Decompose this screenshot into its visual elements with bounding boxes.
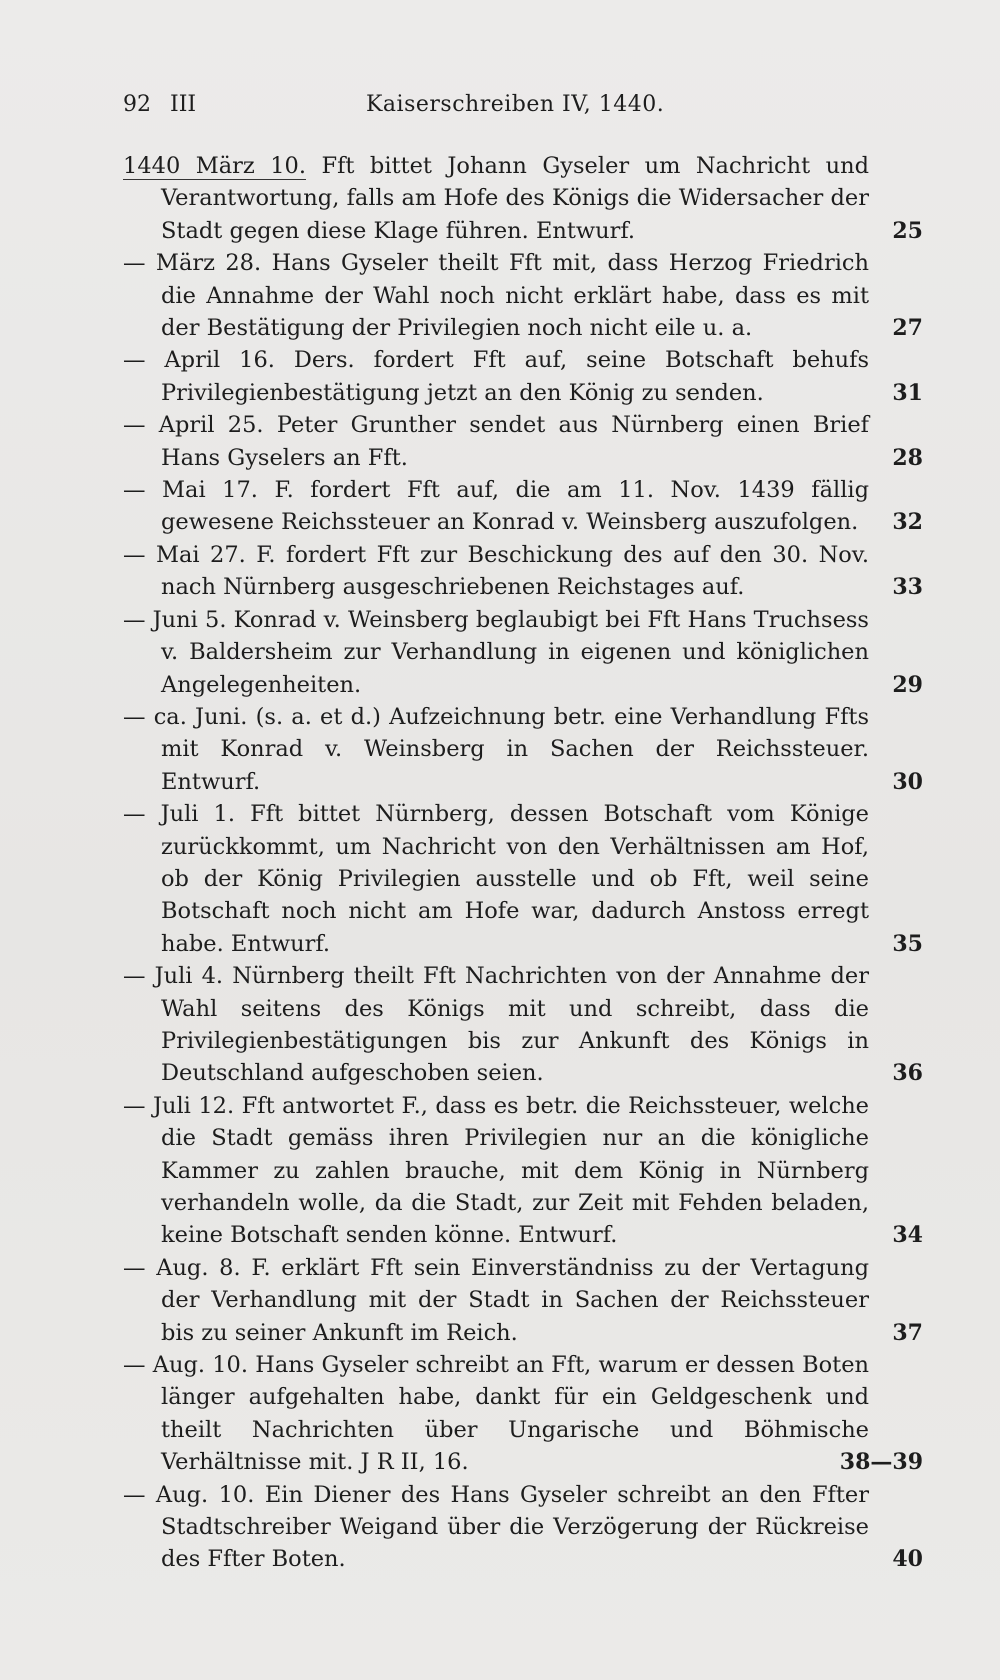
entry-date: 1440 März 10.: [123, 153, 307, 179]
page-number: 92: [123, 92, 151, 117]
entry-reference-number: 25: [892, 217, 923, 244]
entry-text: Fft antwortet F., dass es betr. die Reichssteuer, welche die Stadt gemäss ihren Privilegien nur an die königliche Kammer zu zahlen brauche, mit dem König in Nürnberg verhandeln wolle, da die Stadt, zur Zeit mit Fehden beladen, keine Botschaft senden könne. Entwurf.: [161, 1092, 869, 1249]
entry-text: Konrad v. Weinsberg beglaubigt bei Fft Hans Truchsess v. Baldersheim zur Verhandlung in eigenen und königlichen Angelegenheiten.: [161, 606, 869, 698]
entry-text: F. erklärt Fft sein Einverständniss zu der Vertagung der Verhandlung mit der Stadt in Sachen der Reichssteuer bis zu seiner Ankunft im Reich.: [161, 1254, 869, 1346]
entry-reference-number: 40: [892, 1546, 923, 1573]
entry-date: — Aug. 10.: [123, 1352, 248, 1379]
entry-text: Fft bittet Johann Gyseler um Nachricht und Verantwortung, falls am Hofe des Königs die Widersacher der Stadt gegen diese Klage führen. Entwurf.: [161, 153, 869, 244]
entry-text: Ein Diener des Hans Gyseler schreibt an den Ffter Stadtschreiber Weigand über die Verzögerung der Rückreise des Ffter Boten.: [161, 1481, 869, 1573]
list-item: [123, 150, 923, 247]
entry-reference-number: 36: [892, 1060, 923, 1087]
entry-text: Fft bittet Nürnberg, dessen Botschaft vom Könige zurückkommt, um Nachricht von den Verhältnissen am Hof, ob der König Privilegien ausstelle und ob Fft, weil seine Botschaft noch nicht am Hofe war, dadurch Anstoss erregt habe. Entwurf.: [161, 801, 869, 957]
list-item: [123, 604, 923, 701]
entry-date: — Juli 12.: [123, 1092, 235, 1119]
running-title: Kaiserschreiben IV, 1440.: [366, 92, 665, 117]
entry-date: — Mai 17.: [123, 477, 258, 504]
list-item: [123, 1349, 923, 1479]
entry-reference-number: 35: [892, 930, 923, 957]
list-item: [123, 701, 923, 798]
entry-date: — Juli 4.: [123, 963, 224, 990]
entry-date: — April 25.: [123, 412, 264, 439]
list-item: [123, 539, 923, 604]
entry-date: — Mai 27.: [123, 541, 246, 568]
entry-text: Peter Grunther sendet aus Nürnberg einen Brief Hans Gyselers an Fft.: [161, 412, 869, 471]
entry-date: — Aug. 8.: [123, 1254, 241, 1281]
entry-text: Hans Gyseler theilt Fft mit, dass Herzog Friedrich die Annahme der Wahl noch nicht erklärt habe, dass es mit der Bestätigung der Privilegien noch nicht eile u. a.: [161, 250, 869, 342]
entry-date: — April 16.: [123, 347, 275, 374]
list-item: [123, 409, 923, 474]
list-item: [123, 247, 923, 344]
entry-reference-number: 31: [892, 379, 923, 406]
entry-text: Nürnberg theilt Fft Nachrichten von der Annahme der Wahl seitens des Königs mit und schreibt, dass die Privilegienbestätigungen bis zur Ankunft des Königs in Deutschland aufgeschoben seien.: [161, 963, 870, 1087]
entry-text: Ders. fordert Fft auf, seine Botschaft behufs Privilegienbestätigung jetzt an den König zu senden.: [161, 347, 869, 406]
entry-reference-number: 32: [892, 509, 923, 536]
entry-reference-number: 33: [892, 574, 923, 601]
entry-reference-number: 38—39: [839, 1449, 923, 1476]
entry-reference-number: 30: [892, 768, 923, 795]
section-number: III: [170, 92, 197, 117]
list-item: [123, 798, 923, 960]
list-item: [123, 960, 923, 1090]
list-item: [123, 1090, 923, 1252]
entry-date: — Juni 5.: [123, 606, 227, 633]
page-header: [123, 92, 923, 128]
entry-date: — Aug. 10.: [123, 1481, 255, 1508]
list-item: [123, 1252, 923, 1349]
entry-text: F. fordert Fft zur Beschickung des auf den 30. Nov. nach Nürnberg ausgeschriebenen Reichstages auf.: [161, 541, 869, 601]
list-item: [123, 1479, 923, 1576]
entry-text: (s. a. et d.) Aufzeichnung betr. eine Verhandlung Ffts mit Konrad v. Weinsberg in Sachen der Reichssteuer. Entwurf.: [161, 703, 870, 795]
entry-text: F. fordert Fft auf, die am 11. Nov. 1439 fällig gewesene Reichssteuer an Konrad v. Weinsberg auszufolgen.: [161, 477, 869, 536]
entry-reference-number: 34: [892, 1222, 923, 1249]
entry-date: — Juli 1.: [123, 801, 236, 828]
entry-reference-number: 28: [892, 444, 923, 471]
list-item: [123, 474, 923, 539]
entry-reference-number: 27: [892, 315, 923, 342]
list-item: [123, 344, 923, 409]
entry-text: Hans Gyseler schreibt an Fft, warum er dessen Boten länger aufgehalten habe, dankt für ein Geldgeschenk und theilt Nachrichten über Ungarische und Böhmische Verhältnisse mit. J R II, 16.: [161, 1352, 870, 1476]
entry-date: — ca. Juni.: [123, 703, 248, 730]
entry-reference-number: 37: [892, 1319, 923, 1346]
entry-reference-number: 29: [892, 671, 923, 698]
entry-list: [123, 150, 923, 1576]
entry-date: — März 28.: [123, 250, 262, 277]
